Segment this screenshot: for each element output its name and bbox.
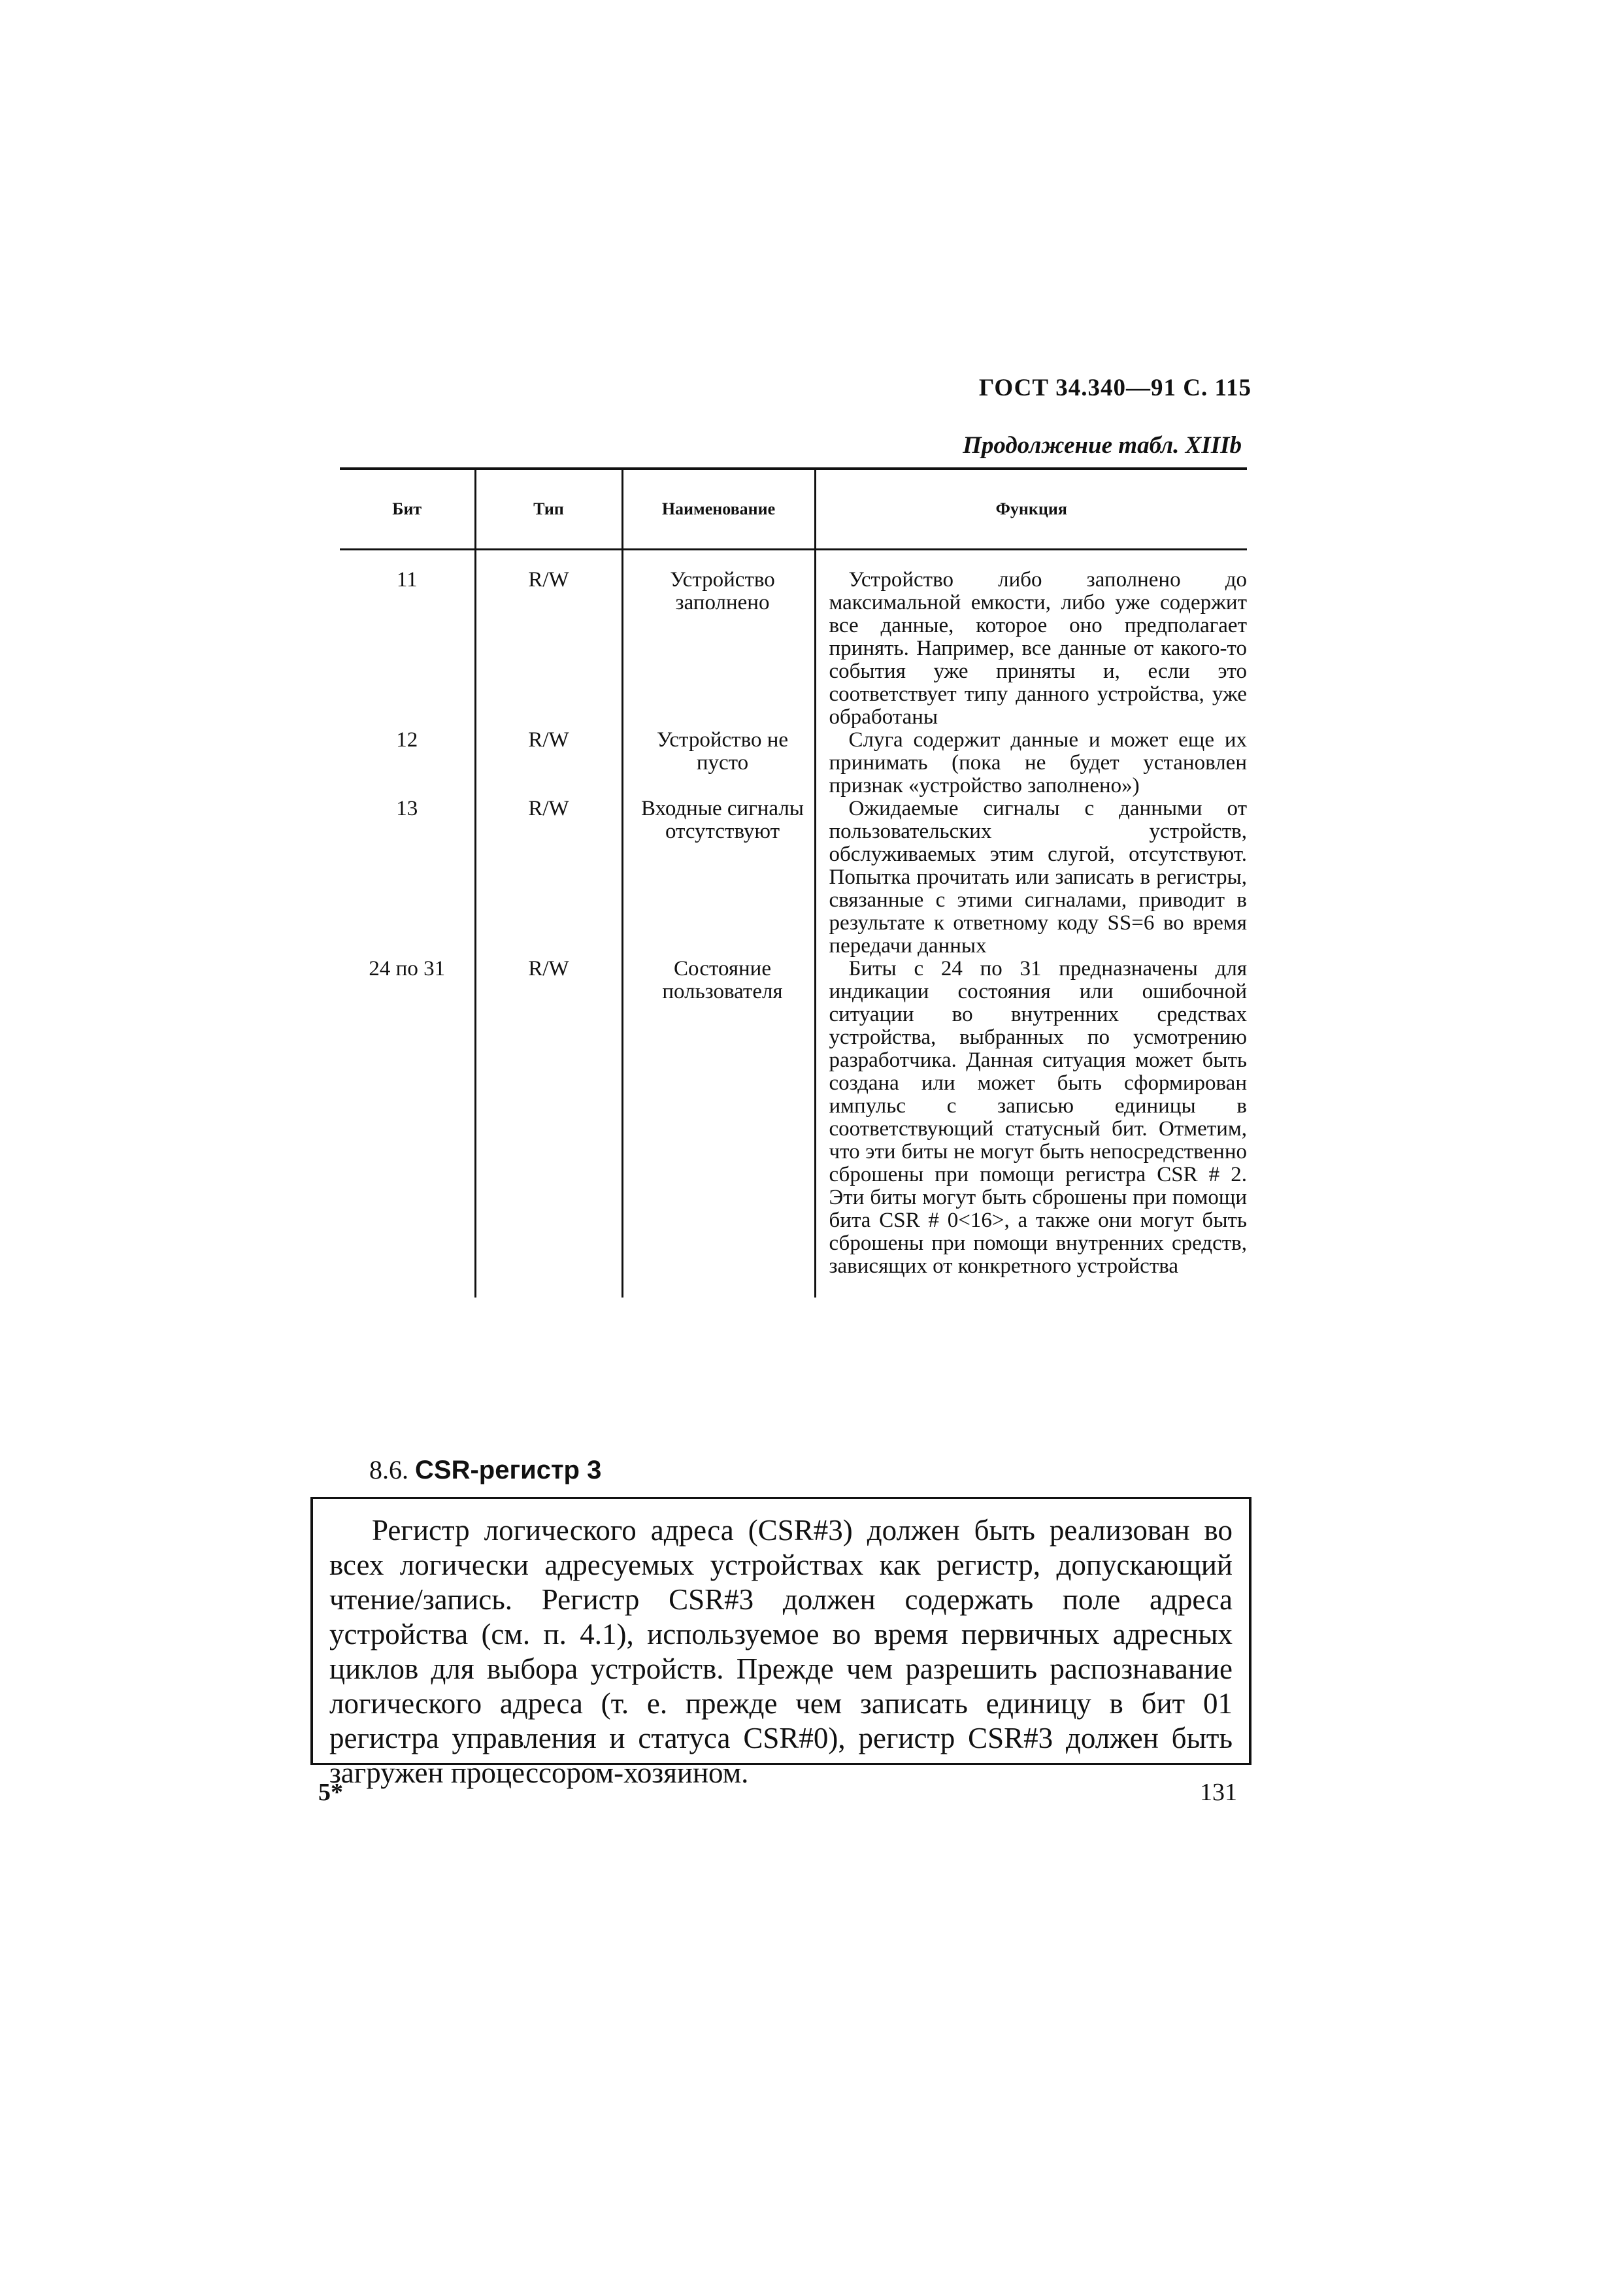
section-number: 8.6. <box>369 1455 408 1484</box>
table-continuation-label: Продолжение табл. XIIIb <box>963 432 1242 459</box>
table-row <box>340 729 1247 797</box>
column-header-bit: Бит <box>340 469 475 550</box>
column-header-name: Наименование <box>622 469 815 550</box>
cell-type: R/W <box>475 797 622 958</box>
cell-bit: 24 по 31 <box>369 957 446 980</box>
boxed-paragraph: Регистр логического адреса (CSR#3) должен быть реализован во всех логически адресуемых устройствах как регистр, допускающий чтение/запись. Регистр CSR#3 должен содержать поле адреса устройства (см. п. 4.1), используемое во время первичных адресных циклов для выбора устройств. Прежде чем разрешить распознавание логического адреса (т. е. прежде чем записать единицу в бит 01 регистра управления и статуса CSR#0), регистр CSR#3 должен быть загружен процессором-хозяином. <box>329 1514 1233 1789</box>
section-title: CSR-регистр 3 <box>415 1456 602 1484</box>
column-header-function: Функция <box>815 469 1247 550</box>
table-row <box>340 797 1247 958</box>
cell-function: Устройство либо заполнено до максимальной емкости, либо уже содержит все данные, которое оно предполагает принять. Например, все данные от какого-то события уже приняты и, если это соответствует типу данного устройства, уже обработаны <box>815 550 1247 729</box>
table-header-row <box>340 469 1247 550</box>
cell-name: Устройство заполнено <box>622 550 815 729</box>
column-header-type: Тип <box>475 469 622 550</box>
cell-type: R/W <box>475 550 622 729</box>
cell-function: Ожидаемые сигналы с данными от пользовательских устройств, обслуживаемых этим слугой, отсутствуют. Попытка прочитать или записать в регистры, связанные с этими сигналами, приводит в результате к ответному коду SS=6 во время передачи данных <box>815 797 1247 958</box>
cell-function: Слуга содержит данные и может еще их принимать (пока не будет установлен признак «устройство заполнено») <box>815 729 1247 797</box>
boxed-paragraph-frame <box>310 1497 1251 1789</box>
cell-type: R/W <box>475 729 622 797</box>
cell-bit: 11 <box>396 568 418 592</box>
cell-function: Биты с 24 по 31 предназначены для индикации состояния или ошибочной ситуации во внутренних средствах устройства, выбранных по усмотрению разработчика. Данная ситуация может быть создана или может быть сформирован импульс с записью единицы в соответствующий статусный бит. Отметим, что эти биты не могут быть непосредственно сброшены при помощи регистра CSR # 2. Эти биты могут быть сброшены при помощи бита CSR # 0<16>, а также они могут быть сброшены при помощи внутренних средств, зависящих от конкретного устройства <box>815 958 1247 1298</box>
cell-name: Входные сигналы отсутствуют <box>622 797 815 958</box>
section-heading <box>369 1454 601 1485</box>
table-row <box>340 550 1247 729</box>
cell-bit: 13 <box>396 797 418 820</box>
cell-type: R/W <box>475 958 622 1298</box>
cell-bit: 12 <box>396 728 418 752</box>
spec-table <box>340 467 1247 1298</box>
gost-header: ГОСТ 34.340—91 С. 115 <box>978 375 1251 401</box>
page-number: 131 <box>1200 1779 1237 1806</box>
table-row <box>340 958 1247 1298</box>
spec-table-container <box>340 467 1247 1298</box>
signature-mark: 5* <box>318 1779 343 1806</box>
cell-name: Состояние пользователя <box>622 958 815 1298</box>
cell-name: Устройство не пусто <box>622 729 815 797</box>
